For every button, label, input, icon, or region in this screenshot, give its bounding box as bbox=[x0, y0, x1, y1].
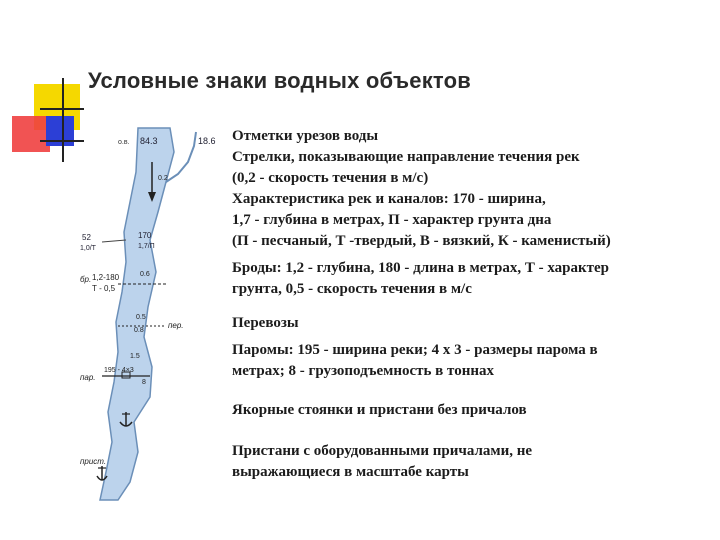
flow-speed-label: 0.2 bbox=[158, 175, 168, 182]
decor-vertical-line bbox=[62, 78, 64, 162]
elevation-right-label: 18.6 bbox=[198, 136, 216, 146]
depth-mark-2: 0.5 bbox=[136, 314, 146, 321]
legend-group-ferries bbox=[232, 340, 712, 382]
ford-prefix: бр. bbox=[80, 275, 92, 284]
legend-line: метрах; 8 - грузоподъемность в тоннах bbox=[232, 363, 494, 379]
ford-bottom-label: Т - 0,5 bbox=[92, 284, 116, 293]
pier-label: прист. bbox=[80, 457, 107, 466]
decor-red-square bbox=[12, 116, 50, 152]
legend-line: Якорные стоянки и пристани без причалов bbox=[232, 402, 527, 418]
legend-group-fords bbox=[232, 258, 712, 300]
legend-line: Характеристика рек и каналов: 170 - ширина, bbox=[232, 191, 546, 207]
river-width-left: 52 bbox=[82, 233, 91, 242]
slide-title: Условные знаки водных объектов bbox=[88, 68, 471, 93]
ferry-crossing-label: пер. bbox=[168, 321, 184, 330]
legend-line: грунта, 0,5 - скорость течения в м/с bbox=[232, 281, 472, 297]
legend-line: Паромы: 195 - ширина реки; 4 х 3 - размеры парома в bbox=[232, 342, 598, 358]
legend-line: (0,2 - скорость течения в м/с) bbox=[232, 170, 429, 186]
legend-group-piers bbox=[232, 441, 712, 483]
ferry-value: 195 - 4×3 bbox=[104, 367, 134, 374]
legend-line: выражающиеся в масштабе карты bbox=[232, 464, 469, 480]
ford-mark: 0.6 bbox=[140, 271, 150, 278]
elevation-left-prefix: о.в. bbox=[118, 139, 130, 146]
legend-line: Броды: 1,2 - глубина, 180 - длина в метрах, Т - характер bbox=[232, 260, 609, 276]
river-depth-center: 1,7/П bbox=[138, 243, 155, 250]
legend-line: 1,7 - глубина в метрах, П - характер грунта дна bbox=[232, 212, 552, 228]
ferry-mark: 1.5 bbox=[130, 353, 140, 360]
ford-top-label: 1,2-180 bbox=[92, 273, 120, 282]
elevation-left-label: 84.3 bbox=[140, 136, 158, 146]
ferry-weight: 8 bbox=[142, 379, 146, 386]
ferry-label: пар. bbox=[80, 373, 96, 382]
legend-group-crossings bbox=[232, 313, 712, 334]
legend-line: Стрелки, показывающие направление течения рек bbox=[232, 149, 580, 165]
legend-line: Отметки урезов воды bbox=[232, 128, 379, 144]
depth-mark-3: 0.8 bbox=[134, 327, 144, 334]
legend-line: (П - песчаный, Т -твердый, В - вязкий, К - каменистый) bbox=[232, 233, 611, 249]
river-width-center: 170 bbox=[138, 231, 152, 240]
river-depth-left: 1,0/Т bbox=[80, 245, 96, 252]
legend-line: Пристани с оборудованными причалами, не bbox=[232, 443, 533, 459]
legend-line: Перевозы bbox=[232, 315, 299, 331]
legend-group-water-marks bbox=[232, 126, 712, 252]
decor-horizontal-line bbox=[40, 108, 84, 110]
legend-group-anchorages bbox=[232, 400, 712, 421]
river-map-illustration bbox=[78, 122, 228, 502]
